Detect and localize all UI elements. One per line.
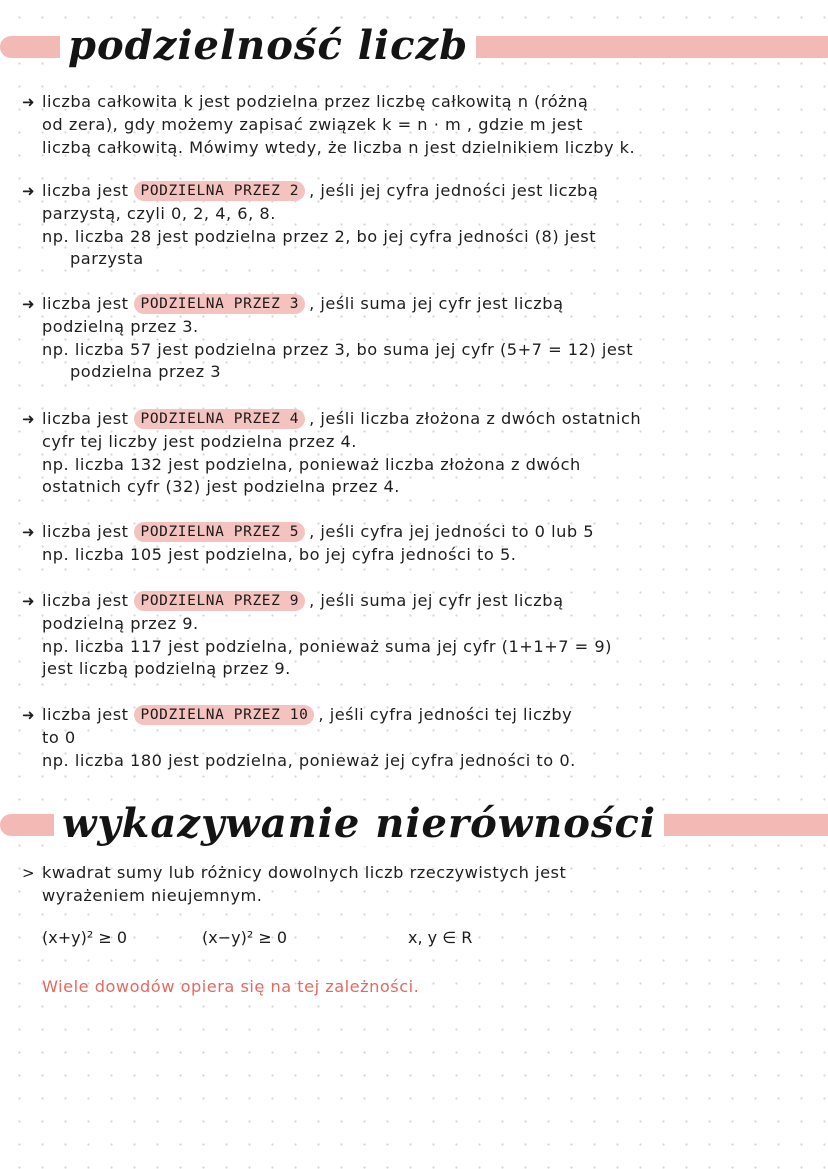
arrow-right-icon: ➜ xyxy=(22,706,36,724)
highlight-divisible-by-4: PODZIELNA PRZEZ 4 xyxy=(134,409,305,429)
example-line: ostatnich cyfr (32) jest podzielna przez 4. xyxy=(42,477,400,497)
arrow-right-icon: ➜ xyxy=(22,523,36,541)
intro-line: liczbą całkowitą. Mówimy wtedy, że liczba n jest dzielnikiem liczby k. xyxy=(42,137,636,157)
rule-divisible-by-5: ➜ liczba jest PODZIELNA PRZEZ 5 , jeśli cyfra jej jedności to 0 lub 5 np. liczba 105 jest podzielna, bo jej cyfra jedności to 5. xyxy=(22,521,822,567)
arrow-right-icon: ➜ xyxy=(22,295,36,313)
arrow-right-icon: ➜ xyxy=(22,592,36,610)
rule-divisible-by-2: ➜ liczba jest PODZIELNA PRZEZ 2 , jeśli jej cyfra jedności jest liczbą parzystą, czyli 0, 2, 4, 6, 8. np. liczba 28 jest podzielna przez 2, bo jej cyfra jedności (8) jest parzysta xyxy=(22,180,822,271)
intro-definition xyxy=(22,91,822,159)
arrow-right-icon: ➜ xyxy=(22,182,36,200)
highlight-divisible-by-5: PODZIELNA PRZEZ 5 xyxy=(134,522,305,542)
formula-difference-square: (x−y)² ≥ 0 xyxy=(202,928,287,947)
highlight-divisible-by-3: PODZIELNA PRZEZ 3 xyxy=(134,294,305,314)
section-title-inequalities: wykazywanie nierówności xyxy=(54,802,664,846)
rule-divisible-by-10: ➜ liczba jest PODZIELNA PRZEZ 10 , jeśli cyfra jedności tej liczby to 0 np. liczba 180 jest podzielna, ponieważ jej cyfra jedności to 0. xyxy=(22,704,822,772)
highlight-divisible-by-2: PODZIELNA PRZEZ 2 xyxy=(134,181,305,201)
rule-divisible-by-3: ➜ liczba jest PODZIELNA PRZEZ 3 , jeśli suma jej cyfr jest liczbą podzielną przez 3. np. liczba 57 jest podzielna przez 3, bo suma jej cyfr (5+7 = 12) jest podzielna przez 3 xyxy=(22,293,822,384)
example-line: np. liczba 28 jest podzielna przez 2, bo jej cyfra jedności (8) jest xyxy=(42,226,597,246)
inequalities-section: > kwadrat sumy lub różnicy dowolnych liczb rzeczywistych jest wyrażeniem nieujemnym. xyxy=(22,863,567,905)
rule-divisible-by-4: ➜ liczba jest PODZIELNA PRZEZ 4 , jeśli liczba złożona z dwóch ostatnich cyfr tej liczby jest podzielna przez 4. np. liczba 132 jest podzielna, ponieważ liczba złożona z dwóch ostatnich cyfr (32) jest podzielna przez 4. xyxy=(22,408,822,499)
example-line: np. liczba 117 jest podzielna, ponieważ suma jej cyfr (1+1+7 = 9) xyxy=(42,636,612,656)
rule-divisible-by-9: ➜ liczba jest PODZIELNA PRZEZ 9 , jeśli suma jej cyfr jest liczbą podzielną przez 9. np. liczba 117 jest podzielna, ponieważ suma jej cyfr (1+1+7 = 9) jest liczbą podzielną przez 9. xyxy=(22,590,822,681)
chevron-right-icon: > xyxy=(22,864,36,882)
inequality-formulas xyxy=(22,928,822,947)
inequalities-note: Wiele dowodów opiera się na tej zależności. xyxy=(42,977,420,996)
section-title-divisibility: podzielność liczb xyxy=(60,24,476,68)
example-line: np. liczba 132 jest podzielna, ponieważ liczba złożona z dwóch xyxy=(42,454,581,474)
example-line: podzielna przez 3 xyxy=(70,362,222,382)
heading-band-right xyxy=(440,36,828,58)
example-line: np. liczba 57 jest podzielna przez 3, bo suma jej cyfr (5+7 = 12) jest xyxy=(42,339,634,359)
example-line: parzysta xyxy=(70,249,144,269)
arrow-right-icon: ➜ xyxy=(22,410,36,428)
example-line: jest liczbą podzielną przez 9. xyxy=(42,659,291,679)
highlight-divisible-by-10: PODZIELNA PRZEZ 10 xyxy=(134,705,314,725)
intro-line: od zera), gdy możemy zapisać związek k = n · m , gdzie m jest xyxy=(42,114,584,134)
example-line: np. liczba 105 jest podzielna, bo jej cyfra jedności to 5. xyxy=(42,544,517,564)
formula-domain: x, y ∈ R xyxy=(408,928,473,947)
formula-sum-square: (x+y)² ≥ 0 xyxy=(42,928,127,947)
example-line: np. liczba 180 jest podzielna, ponieważ jej cyfra jedności to 0. xyxy=(42,750,576,770)
highlight-divisible-by-9: PODZIELNA PRZEZ 9 xyxy=(134,591,305,611)
intro-line: ➜ liczba całkowita k jest podzielna przez liczbę całkowitą n (różną xyxy=(22,91,822,114)
arrow-right-icon: ➜ xyxy=(22,93,36,111)
